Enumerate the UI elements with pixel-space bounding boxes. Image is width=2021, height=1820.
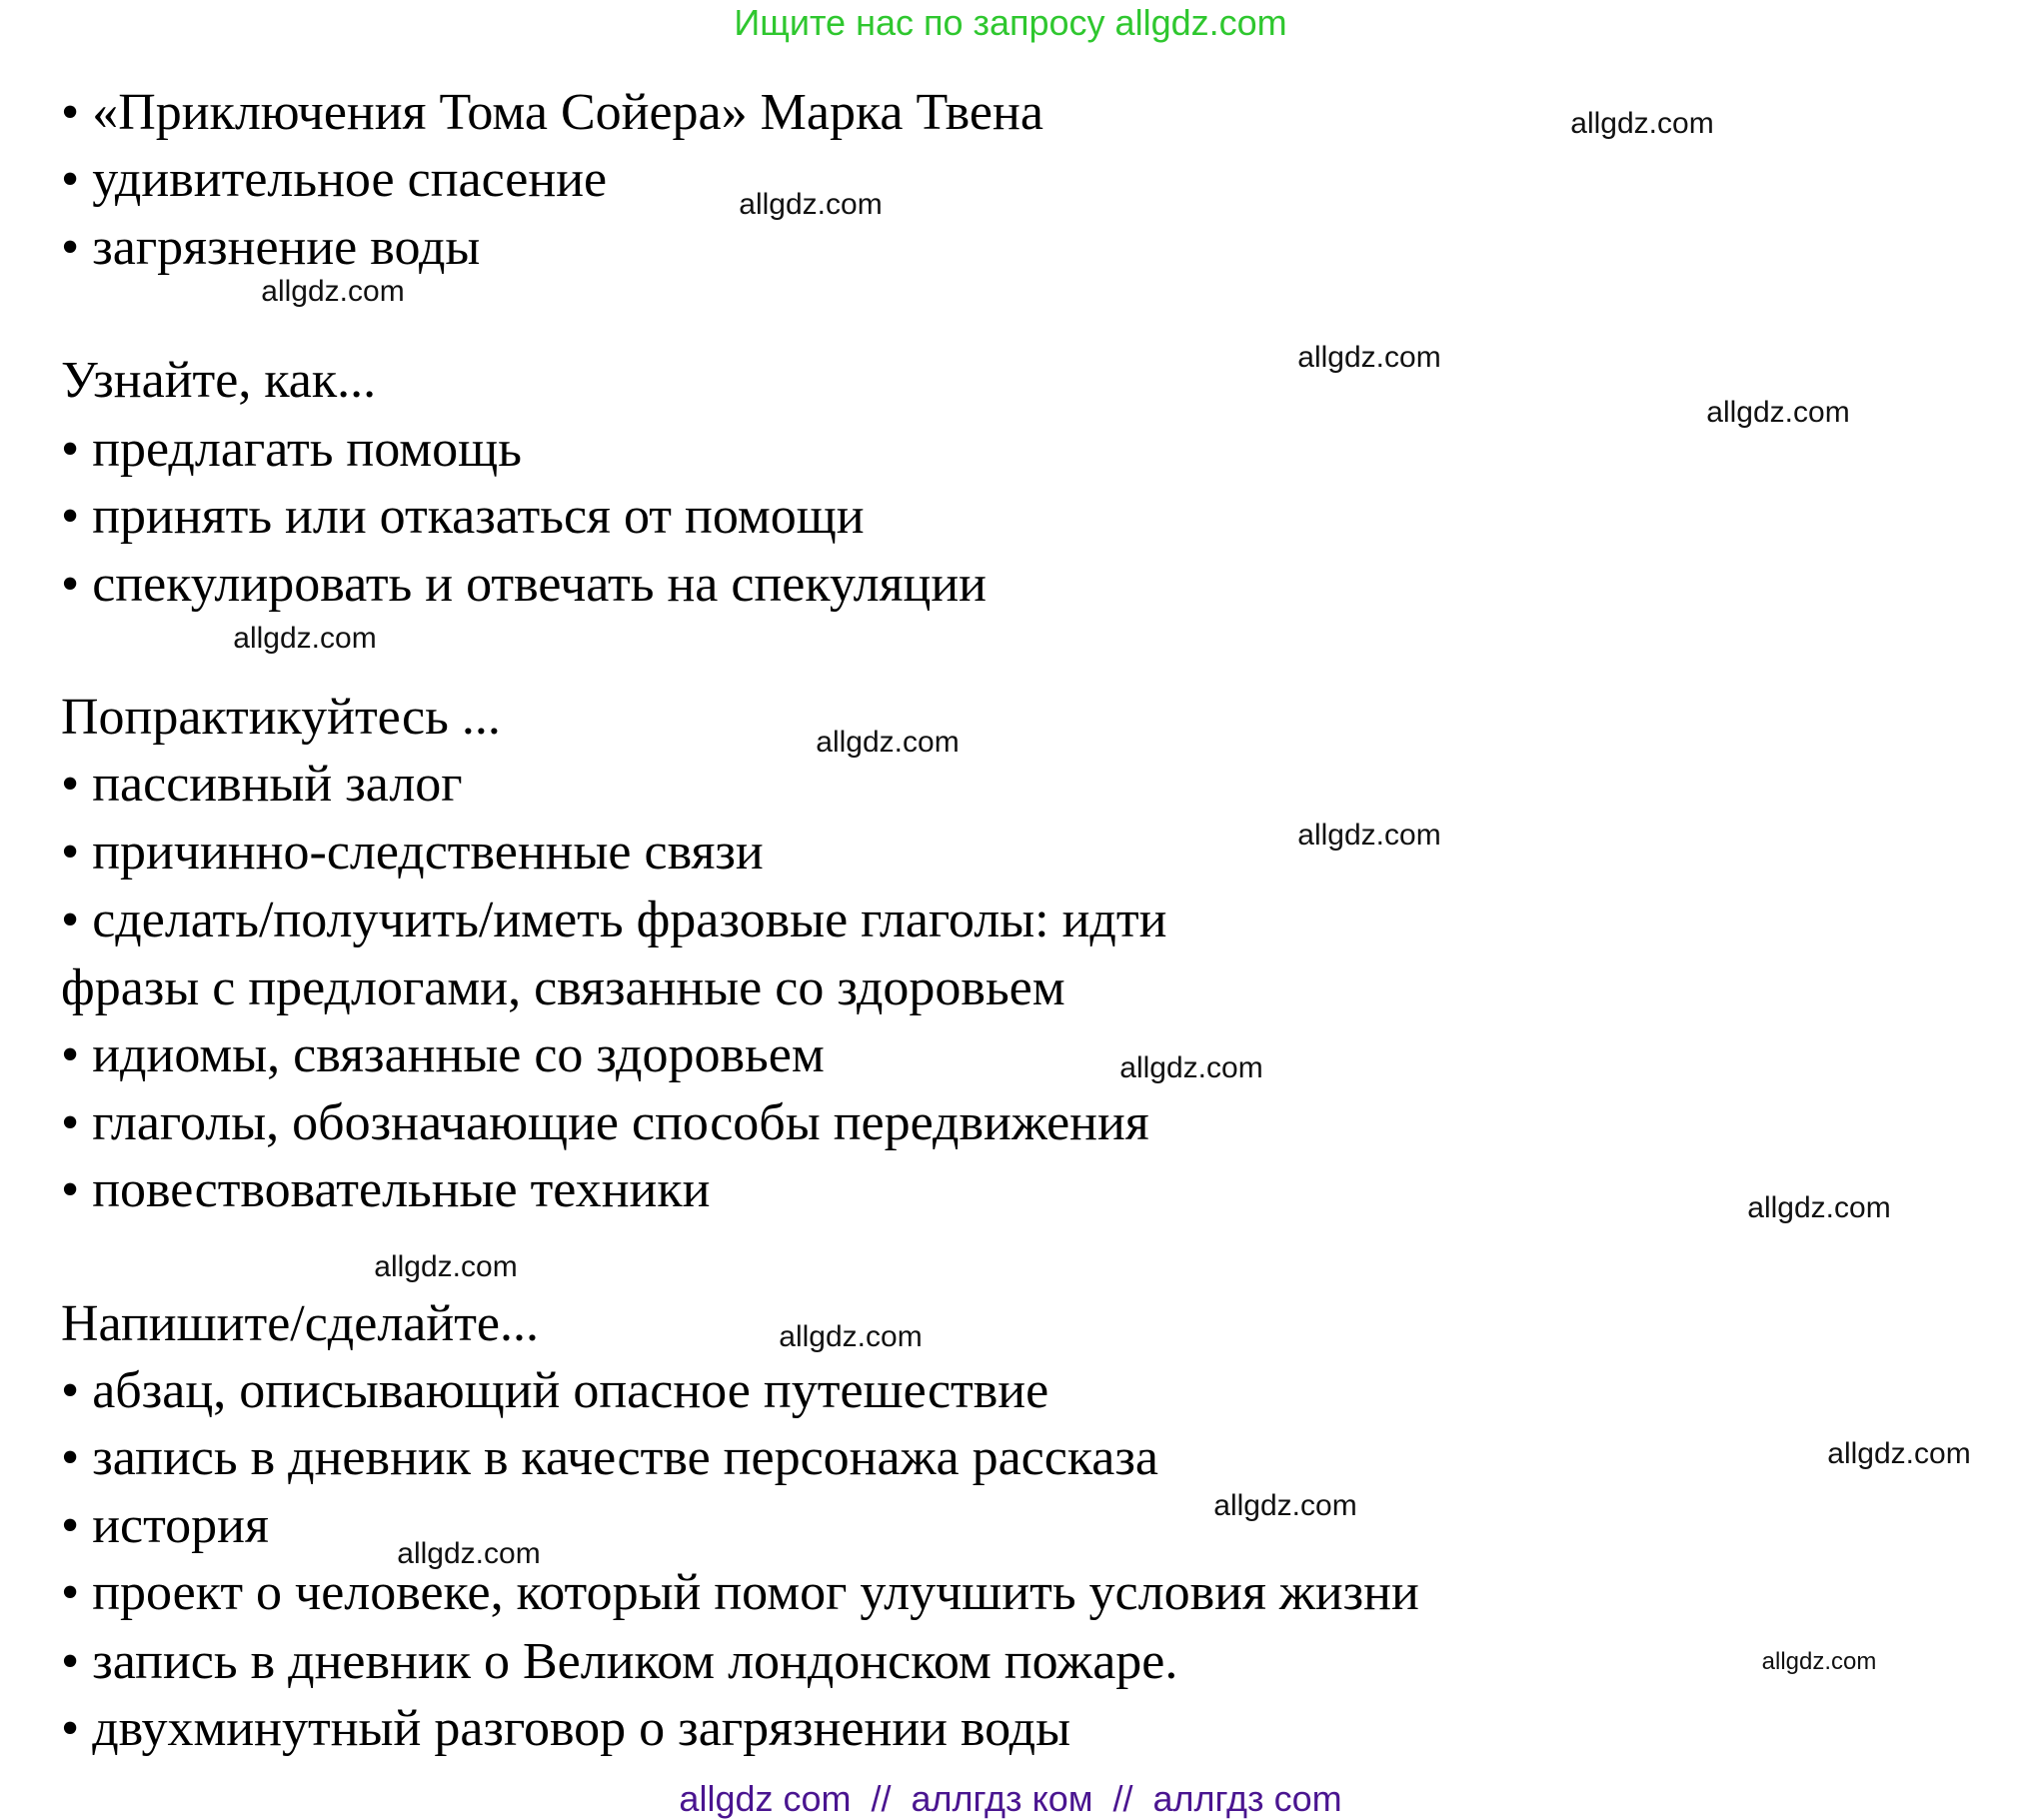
watermark: allgdz.com (1297, 819, 1441, 852)
search-banner: Ищите нас по запросу allgdz.com (734, 2, 1287, 43)
list-item: • глаголы, обозначающие способы передвижения (61, 1094, 1149, 1151)
watermark: allgdz.com (1297, 341, 1441, 374)
watermark: allgdz.com (1119, 1051, 1263, 1084)
footer-links: allgdz com // аллгдз ком // аллгдз com (679, 1778, 1342, 1819)
list-item: • повествовательные техники (61, 1161, 711, 1218)
list-item: • спекулировать и отвечать на спекуляции (61, 556, 987, 613)
list-item: • запись в дневник в качестве персонажа рассказа (61, 1429, 1158, 1486)
list-item: • двухминутный разговор о загрязнении воды (61, 1700, 1071, 1757)
list-item: фразы с предлогами, связанные со здоровьем (61, 959, 1065, 1016)
watermark: allgdz.com (374, 1250, 518, 1283)
watermark: allgdz.com (1761, 1648, 1877, 1675)
watermark: allgdz.com (816, 726, 960, 759)
list-item: • принять или отказаться от помощи (61, 488, 865, 545)
list-item: • «Приключения Тома Сойера» Марка Твена (61, 84, 1043, 141)
section-heading: Узнайте, как... (61, 352, 377, 409)
list-item: • удивительное спасение (61, 151, 608, 208)
list-item: • сделать/получить/иметь фразовые глаголы: идти (61, 892, 1167, 948)
watermark: allgdz.com (1706, 396, 1850, 429)
watermark: allgdz.com (1213, 1489, 1357, 1522)
list-item: • идиомы, связанные со здоровьем (61, 1026, 825, 1083)
list-item: • пассивный залог (61, 756, 463, 813)
list-item: • предлагать помощь (61, 421, 522, 478)
watermark: allgdz.com (1570, 107, 1714, 140)
list-item: • история (61, 1497, 269, 1554)
list-item: • абзац, описывающий опасное путешествие (61, 1362, 1049, 1419)
watermark: allgdz.com (1827, 1437, 1971, 1470)
watermark: allgdz.com (779, 1320, 923, 1353)
watermark: allgdz.com (261, 275, 405, 308)
list-item: • проект о человеке, который помог улучшить условия жизни (61, 1564, 1419, 1621)
watermark: allgdz.com (1747, 1191, 1891, 1224)
list-item: • причинно-следственные связи (61, 824, 764, 881)
list-item: • загрязнение воды (61, 219, 481, 276)
list-item: • запись в дневник о Великом лондонском пожаре. (61, 1633, 1178, 1690)
watermark: allgdz.com (397, 1537, 541, 1570)
section-heading: Попрактикуйтесь ... (61, 689, 501, 746)
section-heading: Напишите/сделайте... (61, 1295, 540, 1352)
watermark: allgdz.com (739, 188, 883, 221)
watermark: allgdz.com (233, 622, 377, 655)
